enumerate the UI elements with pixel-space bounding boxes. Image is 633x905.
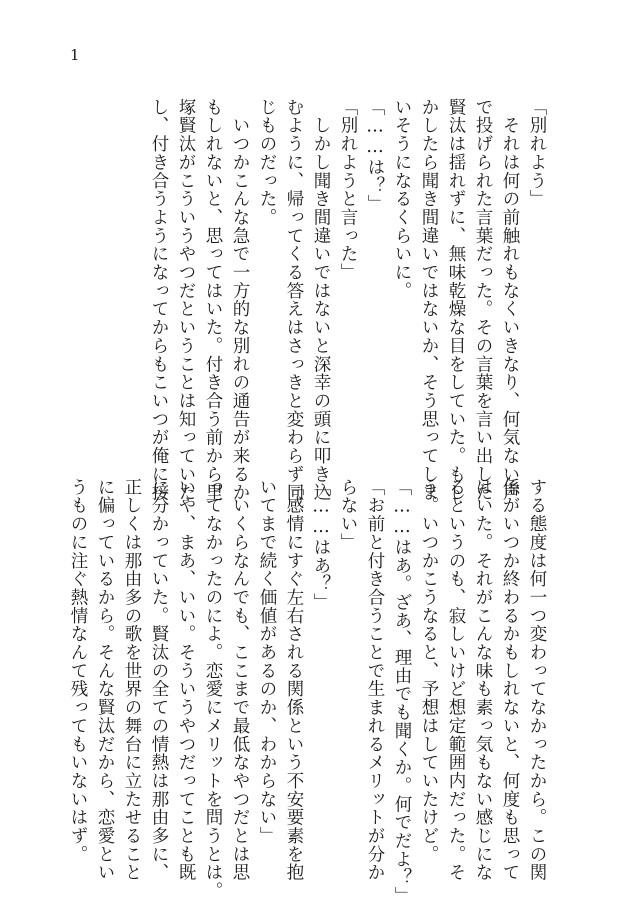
text-line: 「……はあ？」 <box>311 478 331 612</box>
text-line: るというのも、寂しいけど想定範囲内だった。そ <box>446 478 466 882</box>
text-line: に分かっていた。賢汰の全ての情熱は那由多に、 <box>149 478 169 882</box>
text-line: 「別れようと言った」 <box>338 98 358 282</box>
text-line: 「別れよう」 <box>527 98 547 209</box>
text-line: いつかこんな急で一方的な別れの通告が来るか <box>230 98 250 502</box>
text-line: いてまで続く価値があるのか、わからない」 <box>257 478 277 845</box>
text-line: むように、帰ってくる答えはさっきと変わらず同 <box>284 98 304 502</box>
text-line: いそうになるくらいに。 <box>392 98 412 300</box>
text-line: しかし聞き間違いではないと深幸の頭に叩き込 <box>311 98 331 502</box>
text-line: し、付き合うようになってからもこいつが俺に接 <box>149 98 169 502</box>
text-line: らない」 <box>338 478 358 552</box>
text-line: 正しくは那由多の歌を世界の舞台に立たせること <box>122 478 142 882</box>
text-line: いくらなんでも、ここまで最低なやつだとは思 <box>230 478 250 882</box>
text-line: に偏っているから。そんな賢汰だから、恋愛とい <box>95 478 115 882</box>
text-line: 賢汰は揺れずに、無味乾燥な目をしていた。もし <box>446 98 466 502</box>
text-line: 「……は？」 <box>365 98 385 214</box>
text-line: それは何の前触れもなくいきなり、何気ない声 <box>500 98 520 502</box>
text-line: う。いつかこうなると、予想はしていたけど。 <box>419 478 439 864</box>
text-line: 係がいつか終わるかもしれないと、何度も思って <box>500 478 520 882</box>
text-block-top <box>92 98 550 502</box>
text-line: もしれないと、思ってはいた。付き合う前から里 <box>203 98 223 502</box>
text-line: する態度は何一つ変わってなかったから。この関 <box>527 478 547 882</box>
text-line: かしたら聞き間違いではないか、そう思ってしま <box>419 98 439 502</box>
text-line: で投げられた言葉だった。その言葉を言い出した <box>473 98 493 502</box>
text-line: じものだった。 <box>257 98 277 227</box>
text-line: うものに注ぐ熱情なんて残ってもいないはず。 <box>68 478 88 864</box>
text-line: いや、まあ、いい。そういうやつだってことも既 <box>176 478 196 882</box>
text-block-bottom <box>68 478 550 905</box>
text-line: 塚賢汰がこういうやつだということは知っていた <box>176 98 196 502</box>
text-line: 「感情にすぐ左右される関係という不安要素を抱 <box>284 478 304 882</box>
text-line: 「……はあ。ざあ、理由でも聞くか。何でだよ？」 <box>392 478 412 905</box>
text-line: 「お前と付き合うことで生まれるメリットが分か <box>365 478 385 882</box>
text-line: はいた。それがこんな味も素っ気もない感じにな <box>473 478 493 882</box>
text-line: ってなかったのによ。恋愛にメリットを問うとは。 <box>203 478 223 901</box>
page-number: 1 <box>70 46 80 64</box>
